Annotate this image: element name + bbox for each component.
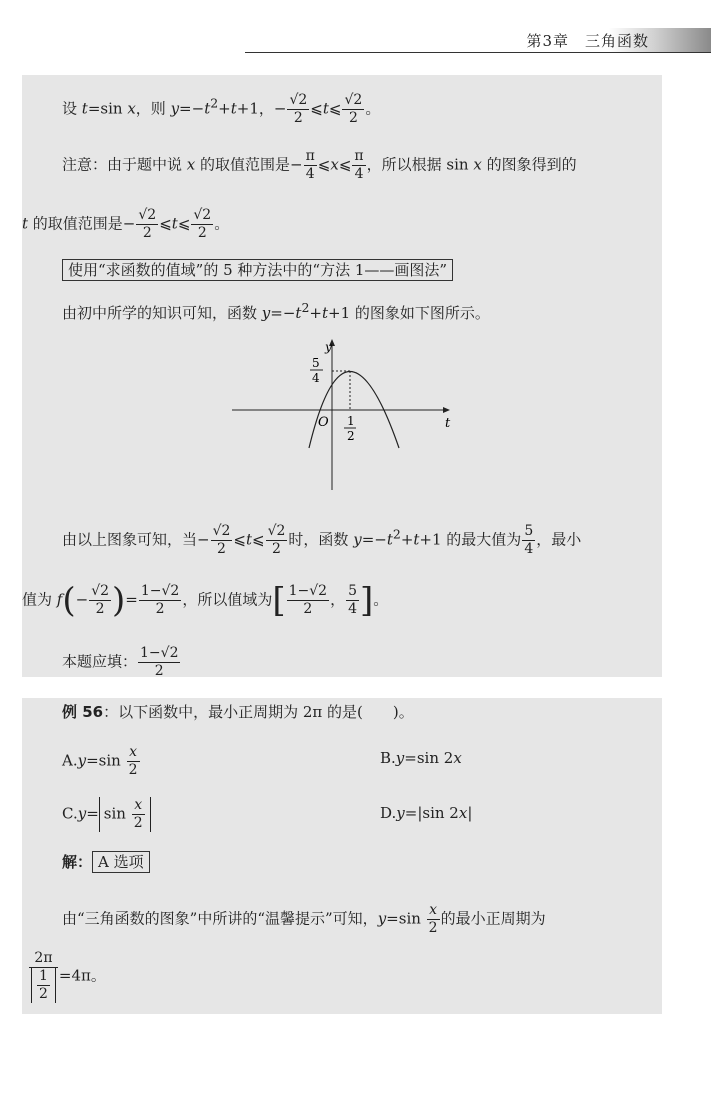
fraction: $\frac{√2}{2}$ [344,92,363,126]
explanation-line: 由“三角函数的图象”中所讲的“温馨提示”可知，y=sin $\frac{x}{2}$ 的最小正周期为 [62,902,546,936]
vertex-denominator: 2 [347,429,355,443]
option-c: C.y= sin $\frac{x}{2}$ [62,797,151,832]
answer-box: A 选项 [92,851,150,873]
line-substitution: 设 t=sin x，则 $y=-t^2+t+1$，− $\frac{√2}{2}$ ⩽t⩽ $\frac{√2}{2}$ 。 [62,92,381,126]
fraction: $\frac{x}{2}$ [133,797,143,831]
fraction: $\frac{√2}{2}$ [138,207,157,241]
example-question: 例 56：以下函数中，最小正周期为 2π 的是( )。 [62,703,414,721]
option-a: A.y=sin $\frac{x}{2}$ [62,744,138,778]
fraction: $\frac{x}{2}$ [128,744,138,778]
example-title: 例 56 [62,703,104,721]
y-axis-label: y [325,340,332,354]
method-box: 使用“求函数的值域”的 5 种方法中的“方法 1——画图法” [62,260,453,280]
fraction: $\frac{1-√2}{2}$ [140,583,180,617]
line-graph-intro: 由初中所学的知识可知，函数 $y=-t^2+t+1$ 的图象如下图所示。 [62,300,490,322]
fraction: $\frac{5}{4}$ [524,523,534,557]
line-t-range: t 的取值范围是− $\frac{√2}{2}$ ⩽t⩽ $\frac{√2}{2}$ 。 [22,207,230,241]
line-fill-answer: 本题应填： $\frac{1-√2}{2}$ [62,645,179,679]
peak-numerator: 5 [312,356,320,370]
fraction: $\frac{\pi}{4}$ [354,148,364,182]
period-computation: $\frac{2\pi}{\frac{1}{2}}$ =4π。 [28,950,106,1003]
line-min-value: 值为 f(− $\frac{√2}{2}$ )= $\frac{1-√2}{2}$ ，所以值域为[ $\frac{1-√2}{2}$ ， $\frac{5}{4}$ ]。 [22,580,389,621]
line-note: 注意：由于题中说 x 的取值范围是− $\frac{\pi}{4}$ ⩽x⩽ $\frac{\pi}{4}$ ，所以根据 sin x 的图象得到的 [62,148,577,182]
peak-denominator: 4 [312,371,320,385]
chapter-title: 第3章 三角函数 [526,32,649,50]
option-b: B.y=sin 2x [380,749,462,767]
t-axis-label: t [445,416,451,431]
fraction: $\frac{√2}{2}$ [91,583,110,617]
parabola-graph [227,333,467,493]
fraction: $\frac{√2}{2}$ [193,207,212,241]
fraction: $\frac{1-√2}{2}$ [140,645,179,679]
solution-panel [22,75,662,677]
fraction: $\frac{2\pi}{\frac{1}{2}}$ [29,950,58,1003]
fraction: $\frac{√2}{2}$ [212,523,231,557]
example-panel [22,698,662,1014]
answer-line [62,852,150,872]
vertex-numerator: 1 [347,414,355,428]
answer-label: 解： [62,853,93,871]
abs-value: sin $\frac{x}{2}$ [99,797,151,832]
fraction: $\frac{\pi}{4}$ [305,148,315,182]
option-d: D.y=|sin 2x| [380,804,473,822]
fraction: $\frac{√2}{2}$ [289,92,308,126]
fraction: $\frac{x}{2}$ [428,902,438,936]
origin-label: O [318,415,329,430]
fraction: $\frac{5}{4}$ [348,583,358,617]
fraction: $\frac{1-√2}{2}$ [288,583,328,617]
line-max-value: 由以上图象可知，当− $\frac{√2}{2}$ ⩽t⩽ $\frac{√2}{2}$ 时，函数 $y=-t^2+t+1$ 的最大值为 $\frac{5}{4}$ ，最小 [62,523,582,557]
chapter-header [245,28,711,53]
fraction: $\frac{√2}{2}$ [267,523,286,557]
